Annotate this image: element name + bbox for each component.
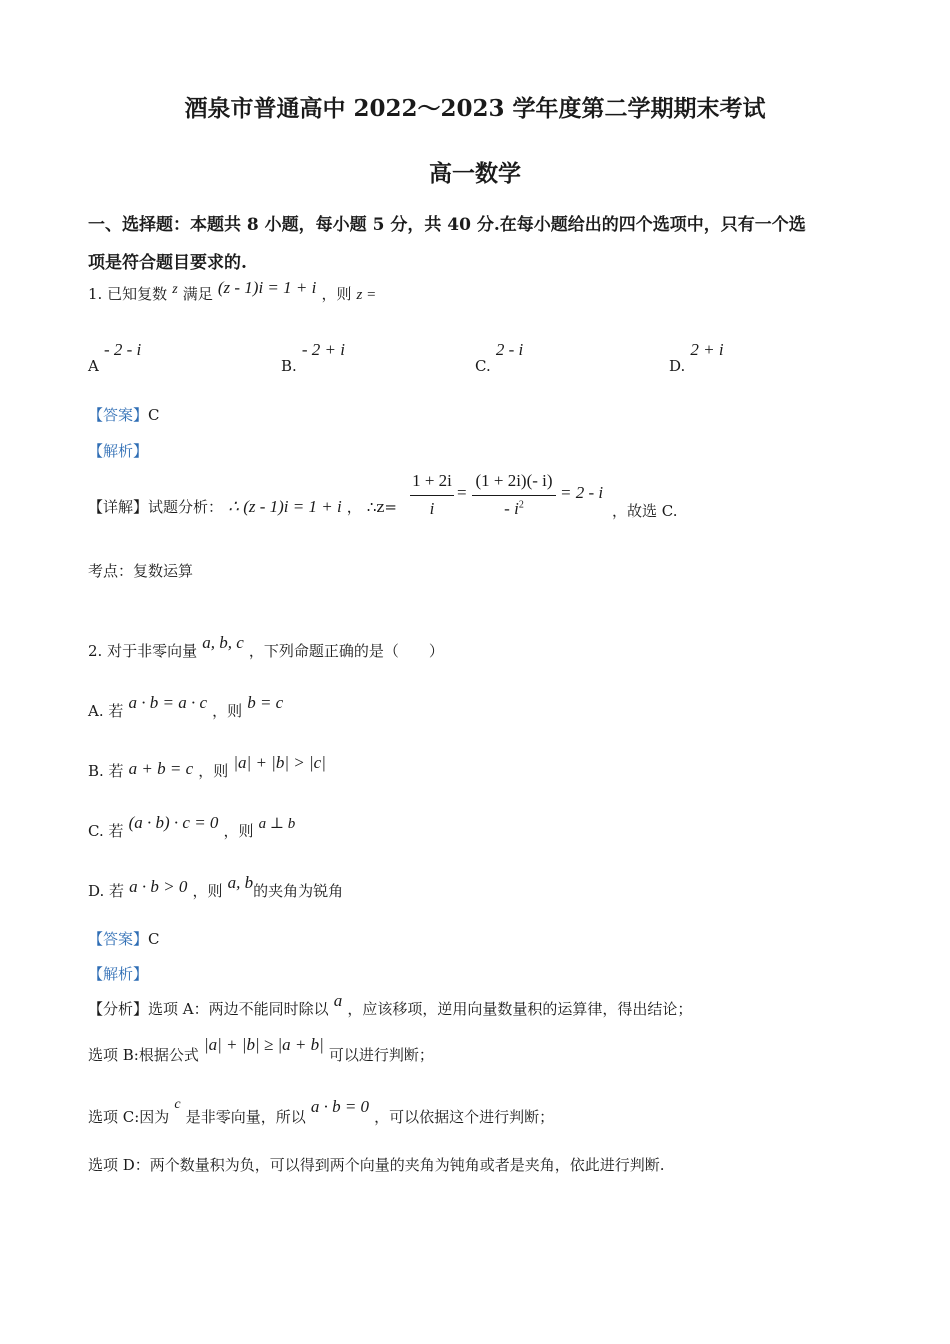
q2-fenxi-b-2: 可以进行判断； xyxy=(328,1046,434,1064)
q1-equation: (z - 1)i = 1 + i xyxy=(217,278,317,297)
question-1 xyxy=(88,278,377,304)
q1-answer-value: C xyxy=(148,406,160,424)
q2-fenxi-c xyxy=(88,1096,555,1126)
q2-option-d[interactable] xyxy=(88,872,344,900)
q2-option-c[interactable] xyxy=(88,812,296,840)
q2-option-d-then: ，则 xyxy=(192,882,223,900)
q2-option-c-label: C. 若 xyxy=(88,822,124,840)
q2-fenxi-c-3: ，可以依据这个进行判断； xyxy=(374,1108,555,1126)
q2-option-d-result: a, b xyxy=(227,873,254,892)
q2-prefix: 2. 对于非零向量 xyxy=(88,642,198,660)
q2-option-d-label: D. 若 xyxy=(88,882,125,900)
q1-frac1-numerator: 1 + 2i xyxy=(412,471,452,490)
q1-kaodian: 考点：复数运算 xyxy=(88,562,194,580)
q1-detail-tag: 【详解】 xyxy=(88,498,149,516)
q2-fenxi-d: 选项 D：两个数量积为负，可以得到两个向量的夹角为钝角或者是夹角，依此进行判断. xyxy=(88,1156,665,1174)
q1-option-c[interactable] xyxy=(475,340,524,375)
q1-frac1-bar xyxy=(410,495,454,496)
q1-option-b[interactable] xyxy=(281,340,345,375)
q1-frac2-den-base: - i xyxy=(504,499,519,518)
q2-fenxi-a-2: ，应该移项，逆用向量数量积的运算律，得出结论； xyxy=(347,1000,693,1018)
q2-vectors: a, b, c xyxy=(202,633,244,652)
q2-answer-tag: 【答案】 xyxy=(88,930,149,948)
q2-option-a-cond: a · b = a · c xyxy=(128,693,207,712)
q2-fenxi-c-1: 选项 C:因为 xyxy=(88,1108,170,1126)
q1-prefix: 1. 已知复数 xyxy=(88,285,168,303)
q2-option-a-label: A. 若 xyxy=(88,702,124,720)
q2-option-a-then: ，则 xyxy=(212,702,243,720)
q1-detail-comma: ， xyxy=(346,498,362,516)
q2-analysis-tag: 【解析】 xyxy=(88,965,149,983)
q1-analysis-tag: 【解析】 xyxy=(88,442,149,460)
q1-answer xyxy=(88,404,160,425)
q2-option-b[interactable] xyxy=(88,752,326,780)
section-heading-line2: 项是符合题目要求的. xyxy=(88,253,247,273)
q2-option-d-tail: 的夹角为锐角 xyxy=(253,882,344,900)
q1-option-b-label: B. xyxy=(281,357,297,375)
q1-equation-2: z = xyxy=(356,287,377,303)
q2-fenxi-b-1: 选项 B:根据公式 xyxy=(88,1046,199,1064)
q2-fenxi-a-1: 选项 A：两边不能同时除以 xyxy=(148,1000,329,1018)
q1-mid: 满足 xyxy=(182,285,213,303)
q1-detail-text: 试题分析： xyxy=(148,498,224,516)
q2-fenxi-b-eq: |a| + |b| ≥ |a + b| xyxy=(203,1035,324,1054)
q1-detail-end: ，故选 C. xyxy=(612,502,678,520)
q2-fenxi-a xyxy=(88,990,693,1018)
q2-option-c-cond: (a · b) · c = 0 xyxy=(128,813,219,832)
q1-option-a[interactable] xyxy=(88,340,142,375)
q1-answer-tag: 【答案】 xyxy=(88,406,149,424)
exam-title: 酒泉市普通高中 2022～2023 学年度第二学期期末考试 xyxy=(184,95,766,122)
q2-option-a[interactable] xyxy=(88,692,284,720)
q1-detail xyxy=(88,496,397,517)
q2-option-b-result: |a| + |b| > |c| xyxy=(233,753,326,772)
q2-fenxi-c-2: 是非零向量，所以 xyxy=(185,1108,306,1126)
q1-option-d-value: 2 + i xyxy=(690,340,724,359)
q2-fenxi-tag: 【分析】 xyxy=(88,1000,149,1018)
q1-option-d[interactable] xyxy=(669,340,724,375)
q1-option-d-label: D. xyxy=(669,357,686,375)
q2-fenxi-c-var: c xyxy=(174,1097,181,1112)
q1-option-b-value: - 2 + i xyxy=(301,340,345,359)
q1-option-c-value: 2 - i xyxy=(495,340,524,359)
section-heading-line1: 一、选择题：本题共 8 小题，每小题 5 分，共 40 分.在每小题给出的四个选项中，只有一个选 xyxy=(88,215,806,235)
q1-frac2-bar xyxy=(472,495,556,496)
q2-option-b-label: B. 若 xyxy=(88,762,124,780)
q2-answer xyxy=(88,928,160,949)
q1-option-a-value: - 2 - i xyxy=(103,340,142,359)
q2-fenxi-a-var: a xyxy=(333,991,343,1010)
q1-frac2-numerator: (1 + 2i)(- i) xyxy=(475,471,553,490)
q2-fenxi-b xyxy=(88,1034,434,1064)
q1-frac2-denominator xyxy=(472,499,556,519)
q1-equal-sign: = xyxy=(457,483,467,502)
q1-detail-therefore: ∴z= xyxy=(366,498,397,516)
q1-detail-eq1: ∴ (z - 1)i = 1 + i xyxy=(228,497,342,516)
q2-fenxi-c-eq: a · b = 0 xyxy=(310,1097,370,1116)
q1-var-z: z xyxy=(172,282,178,297)
question-2 xyxy=(88,632,444,660)
q1-result: = 2 - i xyxy=(560,483,604,502)
q1-frac1-denominator: i xyxy=(429,499,435,518)
q1-option-a-label: A xyxy=(88,357,99,375)
q2-option-c-then: ，则 xyxy=(223,822,254,840)
q2-option-c-result: a ⊥ b xyxy=(258,816,296,832)
q2-option-a-result: b = c xyxy=(247,693,284,712)
q2-option-b-cond: a + b = c xyxy=(128,759,194,778)
q1-option-c-label: C. xyxy=(475,357,491,375)
q2-answer-value: C xyxy=(148,930,160,948)
q2-suffix: ，下列命题正确的是（ ） xyxy=(248,642,444,660)
q1-frac2-den-sup: 2 xyxy=(518,499,524,511)
q2-option-b-then: ，则 xyxy=(198,762,229,780)
exam-subtitle: 高一数学 xyxy=(429,160,521,187)
q2-option-d-cond: a · b > 0 xyxy=(129,877,188,896)
q1-suffix: ，则 xyxy=(321,285,352,303)
